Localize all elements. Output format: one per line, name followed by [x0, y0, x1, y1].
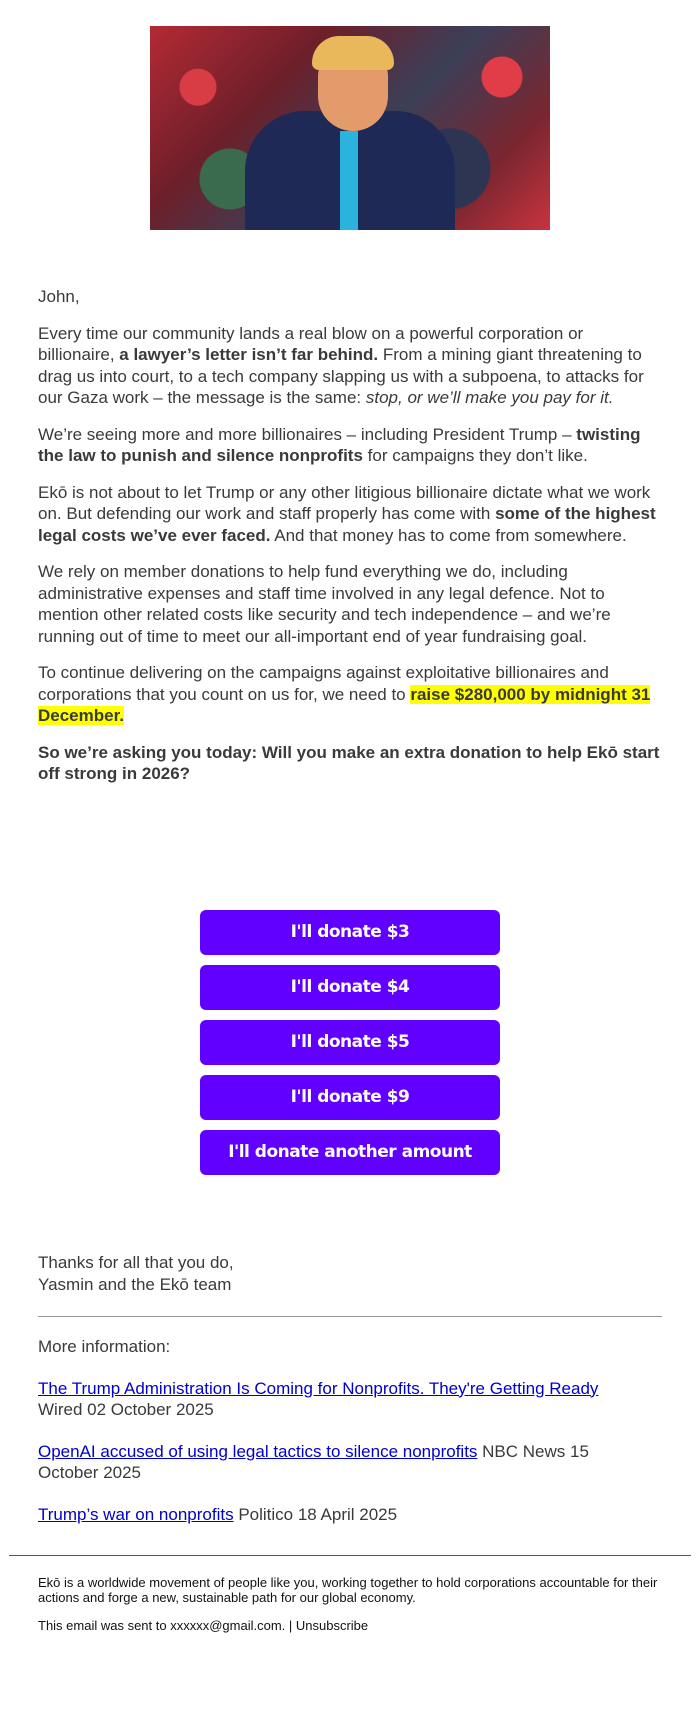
- highlighted-goal: raise $280,000 by midnight 31 December.: [38, 684, 651, 725]
- more-info-heading: More information:: [38, 1337, 171, 1356]
- donate-buttons: [200, 910, 500, 1185]
- text: Every time our community lands a real blow on a powerful corporation or billionaire,: [38, 323, 584, 364]
- hero-image: [150, 26, 550, 230]
- paragraph-4: We rely on member donations to help fund everything we do, including administrative expenses and staff time involved in any legal defence. Not to mention other related costs like security and tech independence – and we’re running out of time to meet our all-important end of year fundraising goal.: [38, 562, 611, 646]
- article-link[interactable]: The Trump Administration Is Coming for Nonprofits. They're Getting Ready: [38, 1378, 599, 1398]
- article-link[interactable]: OpenAI accused of using legal tactics to silence nonprofits: [38, 1441, 478, 1461]
- article-link[interactable]: Trump’s war on nonprofits: [38, 1504, 234, 1524]
- text: And that money has to come from somewhere.: [270, 525, 627, 545]
- paragraph-2: [38, 424, 664, 467]
- sent-to-text: This email was sent to xxxxxx@gmail.com. |: [38, 1618, 296, 1633]
- donate-other-button[interactable]: I'll donate another amount: [200, 1130, 500, 1175]
- divider: [38, 1316, 662, 1317]
- text: for campaigns they don’t like.: [362, 446, 588, 465]
- article-source: Politico 18 April 2025: [233, 1504, 398, 1524]
- article-source: NBC News 15 October 2025: [38, 1441, 589, 1482]
- article-item: [38, 1441, 638, 1484]
- figure-hair: [312, 36, 394, 70]
- paragraph-ask: So we’re asking you today: Will you make an extra donation to help Ekō start off strong in 2026?: [38, 742, 660, 783]
- text: We’re seeing more and more billionaires – including President Trump –: [38, 424, 577, 444]
- donate-4-button[interactable]: I'll donate $4: [200, 965, 500, 1010]
- text: Ekō is not about to let Trump or any other litigious billionaire dictate what we work on. But defending our work and staff properly has come with: [38, 482, 651, 523]
- donate-9-button[interactable]: I'll donate $9: [200, 1075, 500, 1120]
- signoff: [38, 1252, 234, 1296]
- article-item: [38, 1378, 638, 1421]
- article-source: Wired 02 October 2025: [38, 1400, 214, 1419]
- more-information: [38, 1336, 638, 1545]
- bold-text: a lawyer’s letter isn’t far behind.: [119, 345, 379, 364]
- paragraph-1: [38, 323, 664, 409]
- text: From a mining giant threatening to drag us into court, to a tech company slapping us with a subpoena, to attacks for our Gaza work – the message is the same:: [38, 345, 644, 407]
- signoff-line: Thanks for all that you do,: [38, 1253, 234, 1272]
- footer-divider: [9, 1555, 691, 1556]
- footer: [38, 1575, 668, 1646]
- text: To continue delivering on the campaigns against exploitative billionaires and corporations that you count on us for, we need to: [38, 663, 609, 704]
- bold-text: twisting the law to punish and silence nonprofits: [38, 424, 641, 465]
- greeting: John,: [38, 287, 80, 306]
- bold-text: some of the highest legal costs we’ve ever faced.: [38, 504, 656, 545]
- paragraph-5: [38, 662, 664, 727]
- article-item: [38, 1504, 638, 1526]
- email-body: [38, 286, 664, 800]
- signoff-name: Yasmin and the Ekō team: [38, 1275, 232, 1294]
- italic-text: stop, or we’ll make you pay for it.: [365, 388, 614, 407]
- footer-sent-to: [38, 1618, 668, 1633]
- donate-3-button[interactable]: I'll donate $3: [200, 910, 500, 955]
- footer-about: Ekō is a worldwide movement of people like you, working together to hold corporations accountable for their actions and forge a new, sustainable path for our global economy.: [38, 1575, 658, 1605]
- paragraph-3: [38, 482, 664, 547]
- donate-5-button[interactable]: I'll donate $5: [200, 1020, 500, 1065]
- unsubscribe-link[interactable]: Unsubscribe: [295, 1618, 369, 1633]
- figure-tie: [340, 131, 358, 230]
